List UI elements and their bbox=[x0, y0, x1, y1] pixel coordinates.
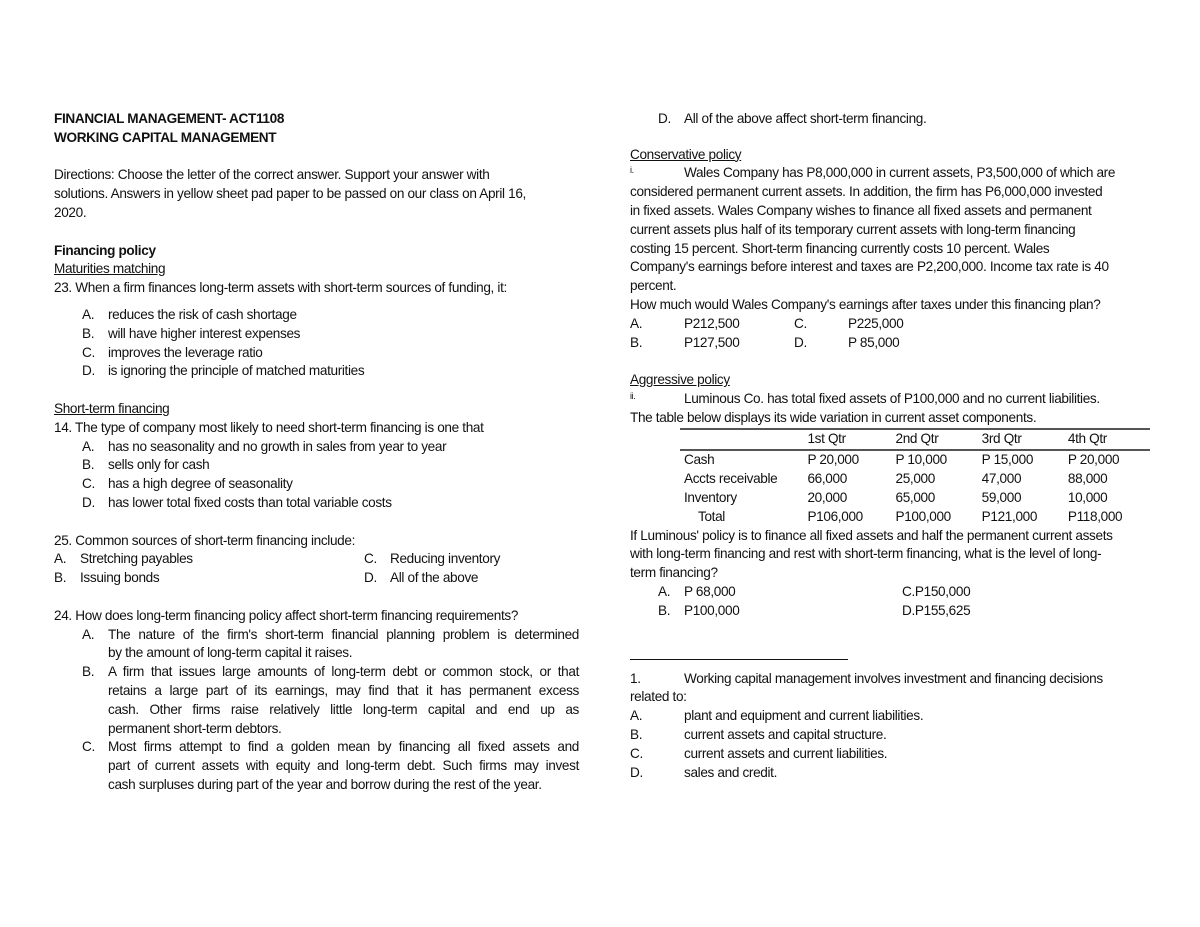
question-text: Common sources of short-term financing include: bbox=[75, 532, 356, 548]
table-cell: P 15,000 bbox=[981, 452, 1034, 468]
option-letter: A. bbox=[630, 708, 643, 724]
option-letter: D. bbox=[82, 494, 95, 510]
table-cell: 66,000 bbox=[807, 471, 847, 487]
conservative-line-3: current assets plus half of its temporary current assets with long-term financing bbox=[630, 221, 1076, 237]
option-letter: D. bbox=[364, 570, 377, 586]
table-total-row bbox=[680, 508, 1150, 527]
table-row bbox=[680, 450, 1150, 470]
question-number: 24. bbox=[54, 607, 72, 623]
option-text: Stretching payables bbox=[80, 551, 193, 567]
table-cell: P106,000 bbox=[807, 508, 863, 524]
table-cell: P118,000 bbox=[1067, 508, 1123, 524]
option-letter: C. bbox=[364, 551, 377, 567]
option-letter: A. bbox=[82, 306, 95, 322]
option-text: has lower total fixed costs than total variable costs bbox=[108, 494, 392, 510]
option-text-line: part of current assets with equity and long-term debt. Such firms may invest bbox=[108, 758, 579, 774]
topic-title: WORKING CAPITAL MANAGEMENT bbox=[54, 129, 277, 145]
conservative-line-2: in fixed assets. Wales Company wishes to finance all fixed assets and permanent bbox=[630, 202, 1092, 218]
table-cell: P 10,000 bbox=[895, 452, 947, 468]
question-number: 23. bbox=[54, 280, 72, 296]
option-letter: B. bbox=[54, 570, 67, 586]
option-letter: B. bbox=[630, 334, 643, 350]
q14-option-d bbox=[54, 494, 579, 513]
option-text: plant and equipment and current liabilities. bbox=[684, 708, 924, 724]
table-cell: 25,000 bbox=[895, 471, 935, 487]
directions-line-1: Directions: Choose the letter of the correct answer. Support your answer with bbox=[54, 167, 490, 183]
table-cell: 47,000 bbox=[981, 471, 1022, 487]
aggressive-question-line-3: term financing? bbox=[630, 565, 718, 581]
table-cell: Cash bbox=[684, 452, 715, 468]
question-text: Working capital management involves investment and financing decisions bbox=[684, 670, 1103, 686]
question-25 bbox=[54, 532, 579, 551]
option-letter: C. bbox=[630, 745, 643, 761]
option-letter: D. bbox=[82, 363, 95, 379]
q1-option-a bbox=[630, 707, 1150, 726]
roman-numeral: ii. bbox=[630, 390, 636, 401]
conservative-line-0: i. Wales Company has P8,000,000 in current assets, P3,500,000 of which are bbox=[630, 165, 1116, 181]
conservative-line-6: percent. bbox=[630, 278, 677, 294]
q14-option-b bbox=[54, 456, 579, 475]
q24-option-a bbox=[54, 626, 579, 664]
table-cell: 59,000 bbox=[981, 489, 1022, 505]
option-value: D.P155,625 bbox=[902, 602, 971, 618]
option-text: Issuing bonds bbox=[80, 570, 160, 586]
option-letter: D. bbox=[794, 334, 807, 350]
option-text-line: cash. Other firms raise relatively little long-term capital and end up as bbox=[108, 701, 579, 717]
directions-line-3: 2020. bbox=[54, 204, 87, 220]
option-text: sells only for cash bbox=[108, 457, 210, 473]
option-text: current assets and capital structure. bbox=[684, 726, 887, 742]
conservative-line-1: considered permanent current assets. In addition, the firm has P6,000,000 invested bbox=[630, 184, 1103, 200]
q1-option-c bbox=[630, 745, 1150, 764]
aggressive-options-row-1 bbox=[630, 583, 1150, 602]
aggressive-options-row-2 bbox=[630, 602, 1150, 621]
option-value: P225,000 bbox=[848, 315, 904, 331]
option-letter: B. bbox=[658, 602, 671, 618]
option-letter: B. bbox=[630, 726, 643, 742]
current-assets-table bbox=[680, 428, 1150, 527]
table-header-cell bbox=[680, 429, 803, 449]
question-23 bbox=[54, 279, 579, 298]
conservative-policy-heading: Conservative policy bbox=[630, 146, 742, 162]
table-cell: P100,000 bbox=[895, 508, 951, 524]
q23-option-a bbox=[54, 306, 579, 325]
left-column bbox=[54, 110, 579, 795]
conservative-options-row-2 bbox=[630, 334, 1150, 353]
q24-option-b bbox=[54, 663, 579, 738]
option-letter: C. bbox=[82, 476, 95, 492]
table-cell: 88,000 bbox=[1067, 471, 1108, 487]
table-header-row bbox=[680, 429, 1150, 449]
table-cell: P121,000 bbox=[981, 508, 1038, 524]
aggressive-line-1: ii. Luminous Co. has total fixed assets of P100,000 and no current liabilities. bbox=[630, 390, 1100, 406]
table-cell: Total bbox=[698, 508, 725, 524]
conservative-question: How much would Wales Company's earnings after taxes under this financing plan? bbox=[630, 296, 1101, 312]
aggressive-question-line-2: with long-term financing and rest with short-term financing, what is the level of long- bbox=[630, 546, 1102, 562]
option-text: reduces the risk of cash shortage bbox=[108, 306, 297, 322]
option-letter: D. bbox=[630, 764, 643, 780]
option-text: has a high degree of seasonality bbox=[108, 476, 293, 492]
option-letter: A. bbox=[82, 438, 95, 454]
option-text: improves the leverage ratio bbox=[108, 344, 263, 360]
right-column bbox=[630, 110, 1150, 782]
q24-option-c bbox=[54, 738, 579, 794]
question-text: When a firm finances long-term assets with short-term sources of funding, it: bbox=[75, 280, 507, 296]
option-text: current assets and current liabilities. bbox=[684, 745, 888, 761]
table-cell: 65,000 bbox=[895, 489, 935, 505]
option-value: P212,500 bbox=[684, 315, 740, 331]
table-cell: Accts receivable bbox=[684, 471, 778, 487]
table-cell: P 20,000 bbox=[1067, 452, 1120, 468]
short-term-financing-heading: Short-term financing bbox=[54, 400, 170, 416]
option-value: P 85,000 bbox=[848, 334, 900, 350]
question-24 bbox=[54, 607, 579, 626]
option-text-line: retains a large part of its earnings, may find that it has permanent excess bbox=[108, 682, 579, 698]
question-14 bbox=[54, 419, 579, 438]
question-text: How does long-term financing policy affect short-term financing requirements? bbox=[75, 607, 519, 623]
option-letter: B. bbox=[82, 325, 95, 341]
option-text-line: cash surpluses during part of the year and borrow during the rest of the year. bbox=[108, 776, 542, 792]
option-text-line: Most firms attempt to find a golden mean by financing all fixed assets and bbox=[108, 739, 579, 755]
option-value: C.P150,000 bbox=[902, 583, 971, 599]
option-letter: A. bbox=[82, 626, 95, 642]
option-value: P100,000 bbox=[684, 602, 740, 618]
table-cell: 20,000 bbox=[807, 489, 847, 505]
option-letter: D. bbox=[658, 111, 671, 126]
q14-option-a bbox=[54, 438, 579, 457]
option-letter: C. bbox=[82, 739, 95, 755]
q25-options-row-1 bbox=[54, 550, 579, 569]
question-number: 25. bbox=[54, 532, 72, 548]
q23-option-b bbox=[54, 325, 579, 344]
table-header-cell: 4th Qtr bbox=[1064, 429, 1150, 449]
table-header-cell: 3rd Qtr bbox=[978, 429, 1064, 449]
option-text: Reducing inventory bbox=[390, 551, 501, 567]
option-text-line: The nature of the firm's short-term financial planning problem is determined bbox=[108, 626, 579, 642]
option-letter: C. bbox=[82, 344, 95, 360]
course-title: FINANCIAL MANAGEMENT- ACT1108 bbox=[54, 111, 285, 126]
footnote-divider bbox=[630, 659, 848, 660]
table-cell: P 20,000 bbox=[807, 452, 859, 468]
table-cell: 10,000 bbox=[1067, 489, 1108, 505]
table-row bbox=[680, 489, 1150, 508]
q25-options-row-2 bbox=[54, 569, 579, 588]
question-1-line-2: related to: bbox=[630, 689, 687, 705]
option-letter: A. bbox=[54, 551, 67, 567]
option-letter: B. bbox=[82, 457, 95, 473]
conservative-options-row-1 bbox=[630, 315, 1150, 334]
option-text: sales and credit. bbox=[684, 764, 778, 780]
conservative-line-4: costing 15 percent. Short-term financing currently costs 10 percent. Wales bbox=[630, 240, 1050, 256]
option-letter: A. bbox=[658, 583, 671, 599]
aggressive-policy-heading: Aggressive policy bbox=[630, 372, 730, 388]
option-text-line: permanent short-term debtors. bbox=[108, 720, 282, 736]
option-letter: C. bbox=[794, 315, 807, 331]
table-cell: Inventory bbox=[684, 489, 737, 505]
question-text: The type of company most likely to need short-term financing is one that bbox=[75, 419, 484, 435]
option-letter: B. bbox=[82, 664, 95, 680]
question-number: 14. bbox=[54, 419, 72, 435]
q24-option-d bbox=[630, 110, 1150, 129]
option-text: will have higher interest expenses bbox=[108, 325, 301, 341]
option-letter: A. bbox=[630, 315, 643, 331]
directions-line-2: solutions. Answers in yellow sheet pad paper to be passed on our class on April 16, bbox=[54, 186, 526, 202]
option-text-line: by the amount of long-term capital it raises. bbox=[108, 645, 353, 661]
table-header-cell: 2nd Qtr bbox=[891, 429, 977, 449]
q1-option-d bbox=[630, 764, 1150, 783]
question-1 bbox=[630, 670, 1150, 689]
q23-option-c bbox=[54, 344, 579, 363]
option-text-line: A firm that issues large amounts of long-term debt or common stock, or that bbox=[108, 664, 579, 680]
option-text: has no seasonality and no growth in sales from year to year bbox=[108, 438, 447, 454]
option-value: P 68,000 bbox=[684, 583, 736, 599]
roman-numeral: i. bbox=[630, 165, 634, 176]
q14-option-c bbox=[54, 475, 579, 494]
maturities-matching-heading: Maturities matching bbox=[54, 261, 166, 277]
option-text: All of the above affect short-term financing. bbox=[684, 111, 927, 126]
table-header-cell: 1st Qtr bbox=[803, 429, 891, 449]
question-number: 1. bbox=[630, 670, 641, 686]
option-text: All of the above bbox=[390, 570, 479, 586]
conservative-line-5: Company's earnings before interest and taxes are P2,200,000. Income tax rate is 40 bbox=[630, 259, 1109, 275]
option-value: P127,500 bbox=[684, 334, 740, 350]
option-text: is ignoring the principle of matched maturities bbox=[108, 363, 365, 379]
aggressive-line-2: The table below displays its wide variation in current asset components. bbox=[630, 409, 1037, 425]
q1-option-b bbox=[630, 726, 1150, 745]
q23-option-d bbox=[54, 362, 579, 381]
aggressive-question-line-1: If Luminous' policy is to finance all fixed assets and half the permanent current assets bbox=[630, 527, 1113, 543]
financing-policy-heading: Financing policy bbox=[54, 242, 156, 258]
table-row bbox=[680, 470, 1150, 489]
